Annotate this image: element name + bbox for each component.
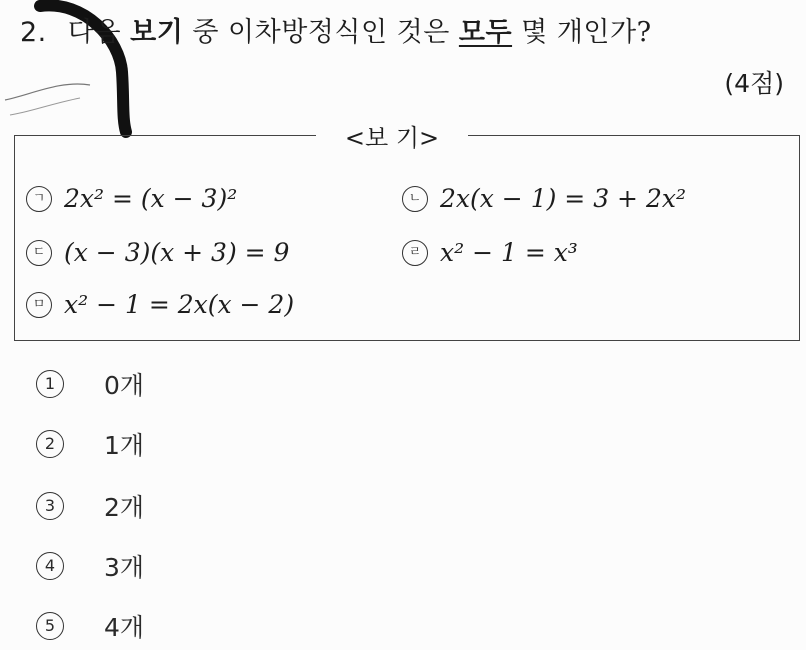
bogi-item-mark: ㄱ xyxy=(26,186,52,212)
question-points: (4점) xyxy=(724,69,784,98)
question-text-part3: 몇 개인가? xyxy=(521,17,652,48)
choice-number: 5 xyxy=(36,612,64,640)
bogi-item-2 xyxy=(402,184,686,213)
choice-label: 1개 xyxy=(104,431,145,460)
answer-choice-4[interactable] xyxy=(36,548,144,584)
choice-number: 4 xyxy=(36,552,64,580)
question-text-part1: 다음 xyxy=(67,17,122,48)
bogi-item-expression: 2x² = (x − 3)² xyxy=(64,184,238,213)
bogi-item-expression: x² − 1 = 2x(x − 2) xyxy=(64,290,295,319)
choice-label: 4개 xyxy=(104,613,145,642)
answer-choice-5[interactable] xyxy=(36,608,144,644)
bogi-item-mark: ㄹ xyxy=(402,240,428,266)
answer-choice-2[interactable] xyxy=(36,426,144,462)
question-text-bold: 보기 xyxy=(130,17,184,48)
bogi-item-expression: (x − 3)(x + 3) = 9 xyxy=(64,238,290,267)
bogi-item-1 xyxy=(26,184,237,213)
bogi-item-mark: ㄴ xyxy=(402,186,428,212)
bogi-title: <보 기> xyxy=(344,124,440,152)
bogi-item-expression: 2x(x − 1) = 3 + 2x² xyxy=(440,184,686,213)
question-text-part2: 중 이차방정식인 것은 xyxy=(192,17,450,48)
question-text-underline: 모두 xyxy=(458,17,513,48)
bogi-item-4 xyxy=(402,238,578,267)
choice-label: 0개 xyxy=(104,371,145,400)
choice-number: 1 xyxy=(36,370,64,398)
bogi-item-mark: ㅁ xyxy=(26,292,52,318)
choice-number: 3 xyxy=(36,492,64,520)
choice-label: 3개 xyxy=(104,553,145,582)
choice-label: 2개 xyxy=(104,493,145,522)
answer-choice-3[interactable] xyxy=(36,488,144,524)
bogi-item-3 xyxy=(26,238,289,267)
bogi-item-mark: ㄷ xyxy=(26,240,52,266)
answer-choice-1[interactable] xyxy=(36,366,144,402)
question-text xyxy=(20,10,652,49)
question-number: 2. xyxy=(20,17,47,48)
bogi-item-5 xyxy=(26,290,294,319)
choice-number: 2 xyxy=(36,430,64,458)
bogi-item-expression: x² − 1 = x³ xyxy=(440,238,578,267)
